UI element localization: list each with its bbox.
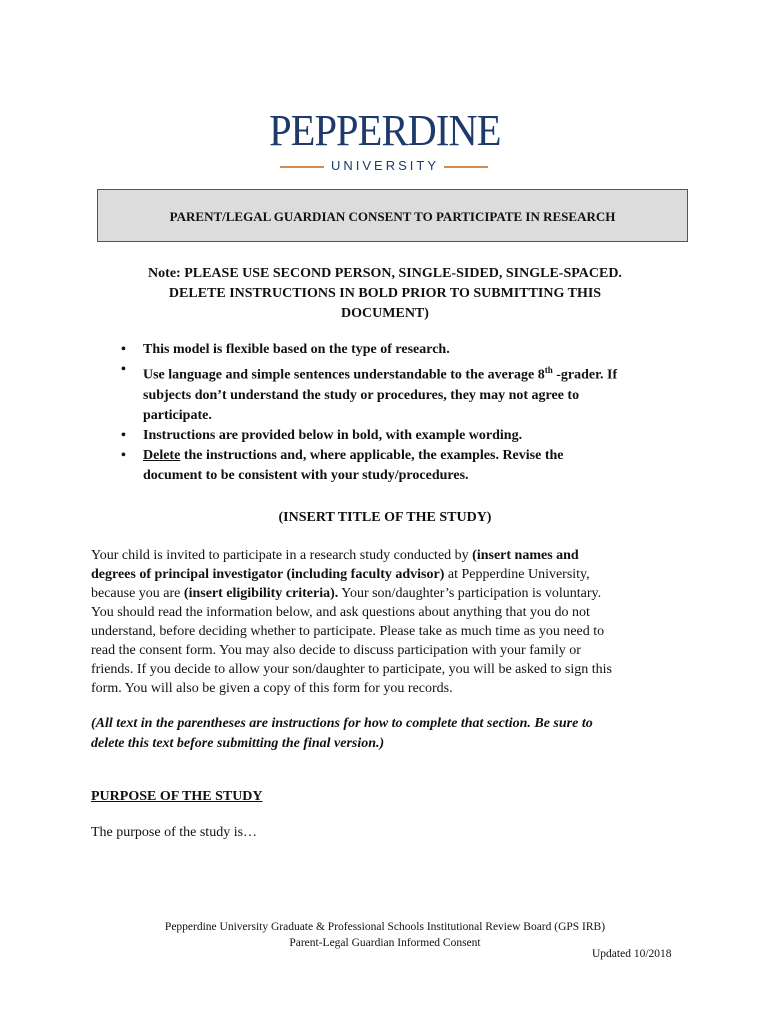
bullet-icon: •: [121, 362, 126, 377]
university-logo: [0, 106, 770, 173]
paragraph-line: read the consent form. You may also decide to discuss participation with your family or: [91, 643, 581, 658]
list-item: [117, 340, 687, 360]
list-item: [117, 360, 687, 426]
paragraph-line: friends. If you decide to allow your son/daughter to participate, you will be asked to sign this: [91, 662, 612, 677]
footer-line: Parent-Legal Guardian Informed Consent: [289, 937, 481, 949]
list-item-text: participate.: [143, 407, 212, 423]
updated-date: Updated 10/2018: [592, 948, 672, 960]
instructions-line: (All text in the parentheses are instructions for how to complete that section. Be sure to: [91, 716, 593, 731]
paragraph-line: Your child is invited to participate in a research study conducted by (insert names and: [91, 548, 579, 563]
logo-wordmark: PEPPERDINE: [269, 106, 501, 155]
list-item-text: Delete: [143, 447, 181, 463]
page-footer: [0, 919, 770, 951]
bullet-icon: •: [121, 342, 126, 357]
bullet-icon: •: [121, 427, 126, 443]
note-block: [110, 264, 660, 324]
footer-line: Pepperdine University Graduate & Professional Schools Institutional Review Board (GPS IRB): [164, 921, 606, 933]
paragraph-line: form. You will also be given a copy of this form for you records.: [91, 681, 453, 696]
instructions-line: delete this text before submitting the final version.): [91, 736, 385, 751]
list-item-text: Use language and simple sentences understandable to the average 8: [143, 367, 545, 383]
note-line: DOCUMENT): [341, 306, 429, 321]
instructions-note: [91, 714, 691, 754]
list-item-text: This model is flexible based on the type of research.: [143, 342, 450, 357]
list-item: [117, 426, 687, 446]
superscript: th: [544, 365, 553, 375]
list-item-text: document to be consistent with your study/procedures.: [143, 467, 469, 483]
document-title: PARENT/LEGAL GUARDIAN CONSENT TO PARTICIPATE IN RESEARCH: [169, 209, 616, 224]
list-item-text: subjects don’t understand the study or procedures, they may not agree to: [143, 387, 580, 403]
instruction-list: [117, 340, 687, 486]
logo-subtitle: UNIVERSITY: [330, 158, 439, 173]
section-heading-purpose: PURPOSE OF THE STUDY: [91, 789, 263, 804]
paragraph-line: degrees of principal investigator (including faculty advisor) at Pepperdine University,: [91, 567, 590, 582]
list-item-text: Instructions are provided below in bold, with example wording.: [143, 427, 523, 443]
bullet-icon: •: [121, 447, 126, 463]
paragraph-line: because you are (insert eligibility criteria). Your son/daughter’s participation is voluntary.: [91, 586, 602, 601]
purpose-text: The purpose of the study is…: [91, 825, 258, 840]
study-title: (INSERT TITLE OF THE STUDY): [278, 510, 492, 525]
list-item-text: the instructions and, where applicable, the examples. Revise the: [180, 447, 564, 463]
paragraph-line: You should read the information below, and ask questions about anything that you do not: [91, 605, 590, 620]
paragraph-line: understand, before deciding whether to participate. Please take as much time as you need to: [91, 624, 605, 639]
list-item: [117, 446, 687, 486]
note-line: Note: PLEASE USE SECOND PERSON, SINGLE-SIDED, SINGLE-SPACED.: [148, 266, 622, 281]
note-line: DELETE INSTRUCTIONS IN BOLD PRIOR TO SUBMITTING THIS: [168, 286, 602, 301]
list-item-text: -grader. If: [552, 367, 618, 383]
invitation-paragraph: [91, 546, 691, 698]
title-banner: [97, 189, 688, 242]
logo-rule-right: [444, 166, 488, 168]
